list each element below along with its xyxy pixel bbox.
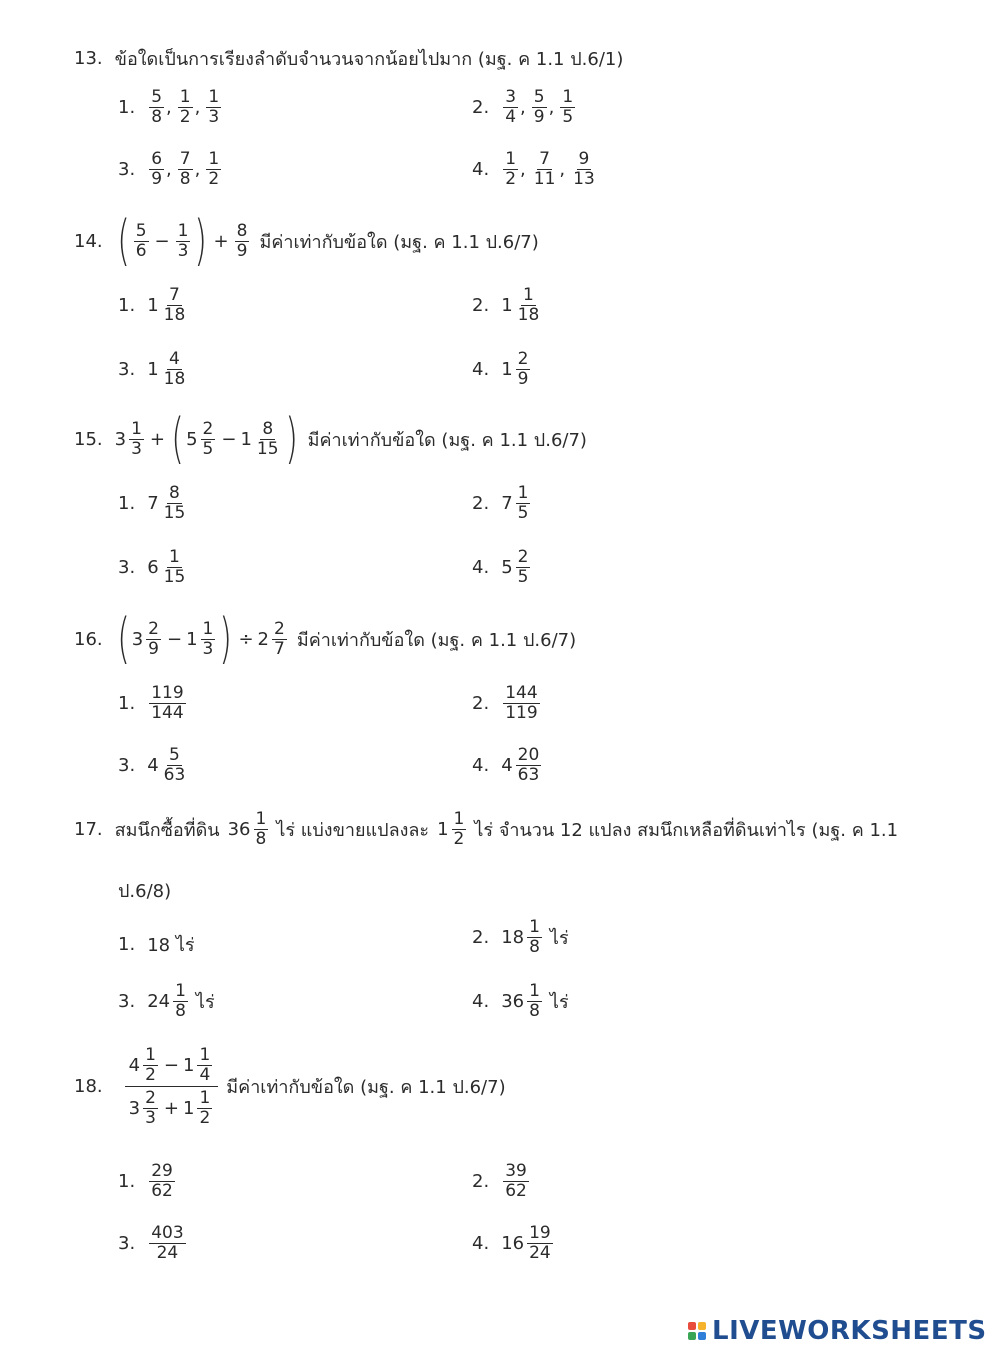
q14-option-4[interactable]: 4. 1 $\frac{2}{9}$ bbox=[472, 349, 529, 389]
q15-option-2[interactable]: 2. 7 $\frac{1}{5}$ bbox=[472, 483, 529, 523]
fraction: $\frac{20}{63}$ bbox=[517, 745, 540, 785]
fraction: $\frac{1}{2}$ bbox=[179, 87, 191, 127]
q14-number: 14. bbox=[74, 230, 103, 252]
liveworksheets-logo bbox=[688, 1316, 987, 1346]
q18-text: มีค่าเท่ากับข้อใด (มฐ. ค 1.1 ป.6/7) bbox=[226, 1077, 506, 1099]
fraction: $\frac{7}{8}$ bbox=[179, 149, 191, 189]
fraction: $\frac{19}{24}$ bbox=[529, 1223, 551, 1263]
fraction: $\frac{1}{3}$ bbox=[177, 220, 189, 261]
fraction: $\frac{8}{9}$ bbox=[236, 220, 248, 261]
fraction: $\frac{1}{8}$ bbox=[529, 917, 540, 957]
fraction: $\frac{1}{2}$ bbox=[208, 149, 220, 189]
fraction: $\frac{403}{24}$ bbox=[151, 1223, 184, 1263]
fraction: $\frac{1}{8}$ bbox=[255, 809, 267, 849]
q15-option-1[interactable]: 1. 7 $\frac{8}{15}$ bbox=[118, 483, 186, 523]
fraction: $\frac{1}{2}$ bbox=[453, 809, 465, 849]
fraction: $\frac{1}{18}$ bbox=[517, 285, 540, 325]
option-label: 2. bbox=[472, 1170, 490, 1192]
q16-option-4[interactable]: 4. 4 $\frac{20}{63}$ bbox=[472, 745, 540, 785]
q17-option-4[interactable]: 4. 36 $\frac{1}{8}$ ไร่ bbox=[472, 981, 569, 1021]
fraction: $\frac{2}{9}$ bbox=[517, 349, 529, 389]
logo-icon bbox=[688, 1322, 706, 1340]
q18-option-3[interactable] bbox=[118, 1224, 188, 1262]
option-label: 3. bbox=[118, 556, 136, 578]
fraction: $\frac{1}{3}$ bbox=[131, 418, 142, 459]
option-label: 4. bbox=[472, 1232, 490, 1254]
fraction: $\frac{2}{9}$ bbox=[148, 618, 159, 659]
q15-stem: 15. 3 $\frac{1}{3}$ + ( 5 $\frac{2}{5}$ − 1 $\frac{8}{15}$ ) มีค่าเท่ากับข้อใด (มฐ. ค 1.1 ป.6/7) bbox=[74, 407, 587, 470]
fraction: $\frac{1}{3}$ bbox=[208, 87, 220, 127]
q17-text-part: สมนึกซื้อที่ดิน bbox=[114, 819, 220, 841]
option-label: 4. bbox=[472, 158, 490, 180]
fraction: $\frac{2}{5}$ bbox=[202, 418, 214, 459]
q17-option-2[interactable]: 2. 18 $\frac{1}{8}$ ไร่ bbox=[472, 917, 569, 957]
fraction: $\frac{1}{5}$ bbox=[562, 87, 574, 127]
option-label: 4. bbox=[472, 990, 490, 1012]
q15-option-3[interactable]: 3. 6 $\frac{1}{15}$ bbox=[118, 547, 186, 587]
option-label: 2. bbox=[472, 926, 490, 948]
fraction: $\frac{1}{3}$ bbox=[202, 618, 214, 659]
option-label: 3. bbox=[118, 1232, 136, 1254]
q13-option-3[interactable]: 3. $\frac{6}{9}$ , $\frac{7}{8}$ , $\frac{1}{2}$ bbox=[118, 149, 220, 189]
option-label: 2. bbox=[472, 96, 490, 118]
option-label: 2. bbox=[472, 294, 490, 316]
q17-text-part: ไร่ จำนวน 12 แปลง สมนึกเหลือที่ดินเท่าไร (มฐ. ค 1.1 bbox=[474, 819, 899, 841]
q17-stem-cont bbox=[118, 876, 171, 905]
fraction: $\frac{1}{5}$ bbox=[517, 483, 529, 523]
option-label: 3. bbox=[118, 358, 136, 380]
q15-number: 15. bbox=[74, 428, 103, 450]
fraction: $\frac{39}{62}$ bbox=[505, 1161, 527, 1201]
unit: ไร่ bbox=[195, 991, 215, 1013]
option-text: 18 ไร่ bbox=[147, 935, 195, 956]
fraction: $\frac{4}{18}$ bbox=[163, 349, 186, 389]
complex-fraction: 4 $\frac{1}{2}$ − 1 $\frac{1}{4}$ 3 $\frac{2}{3}$ + 1 $\frac{1}{2}$ bbox=[125, 1046, 219, 1128]
q16-stem: 16. ( 3 $\frac{2}{9}$ − 1 $\frac{1}{3}$ ) ÷ 2 $\frac{2}{7}$ มีค่าเท่ากับข้อใด (มฐ. ค 1.1 ป.6/7) bbox=[74, 607, 577, 670]
fraction: $\frac{144}{119}$ bbox=[505, 683, 538, 723]
q18-option-2[interactable] bbox=[472, 1162, 531, 1200]
q17-text-part: ป.6/8) bbox=[118, 881, 172, 902]
fraction: $\frac{1}{15}$ bbox=[163, 547, 186, 587]
option-label: 1. bbox=[118, 492, 136, 514]
fraction: $\frac{7}{18}$ bbox=[163, 285, 186, 325]
fraction: $\frac{119}{144}$ bbox=[151, 683, 184, 723]
q13-option-2[interactable]: 2. $\frac{3}{4}$ , $\frac{5}{9}$ , $\frac{1}{5}$ bbox=[472, 87, 574, 127]
q16-number: 16. bbox=[74, 628, 103, 650]
fraction: $\frac{1}{8}$ bbox=[175, 981, 186, 1021]
q18-number: 18. bbox=[74, 1076, 103, 1098]
q13-number: 13. bbox=[74, 48, 103, 69]
fraction: $\frac{29}{62}$ bbox=[151, 1161, 173, 1201]
option-label: 1. bbox=[118, 692, 136, 714]
fraction: $\frac{3}{4}$ bbox=[505, 87, 517, 127]
q15-option-4[interactable]: 4. 5 $\frac{2}{5}$ bbox=[472, 547, 529, 587]
option-label: 2. bbox=[472, 492, 490, 514]
q13-option-1[interactable]: 1. $\frac{5}{8}$ , $\frac{1}{2}$ , $\frac{1}{3}$ bbox=[118, 87, 220, 127]
fraction: $\frac{2}{5}$ bbox=[517, 547, 529, 587]
q18-stem bbox=[74, 1046, 506, 1128]
q16-option-2[interactable] bbox=[472, 684, 542, 722]
option-label: 4. bbox=[472, 358, 490, 380]
q16-option-3[interactable]: 3. 4 $\frac{5}{63}$ bbox=[118, 745, 186, 785]
q14-option-3[interactable]: 3. 1 $\frac{4}{18}$ bbox=[118, 349, 186, 389]
fraction: $\frac{9}{13}$ bbox=[573, 149, 595, 189]
q14-option-1[interactable]: 1. 1 $\frac{7}{18}$ bbox=[118, 285, 186, 325]
q15-text: มีค่าเท่ากับข้อใด (มฐ. ค 1.1 ป.6/7) bbox=[307, 429, 587, 451]
option-label: 4. bbox=[472, 556, 490, 578]
option-label: 1. bbox=[118, 96, 136, 118]
q17-number: 17. bbox=[74, 818, 103, 840]
q18-option-4[interactable]: 4. 16 $\frac{19}{24}$ bbox=[472, 1223, 551, 1263]
fraction: $\frac{6}{9}$ bbox=[151, 149, 163, 189]
fraction: $\frac{5}{8}$ bbox=[151, 87, 163, 127]
q16-option-1[interactable] bbox=[118, 684, 188, 722]
option-label: 3. bbox=[118, 990, 136, 1012]
q17-option-3[interactable]: 3. 24 $\frac{1}{8}$ ไร่ bbox=[118, 981, 215, 1021]
q17-option-1[interactable] bbox=[118, 930, 195, 959]
fraction: $\frac{5}{6}$ bbox=[135, 220, 147, 261]
q13-stem bbox=[74, 44, 623, 73]
q17-text-part: ไร่ แบ่งขายแปลงละ bbox=[276, 819, 430, 841]
fraction: $\frac{1}{8}$ bbox=[529, 981, 540, 1021]
option-label: 4. bbox=[472, 754, 490, 776]
fraction: $\frac{7}{11}$ bbox=[533, 149, 556, 189]
unit: ไร่ bbox=[549, 991, 569, 1013]
option-label: 1. bbox=[118, 294, 136, 316]
fraction: $\frac{5}{9}$ bbox=[533, 87, 545, 127]
q13-option-4[interactable]: 4. $\frac{1}{2}$ , $\frac{7}{11}$ , $\frac{9}{13}$ bbox=[472, 149, 595, 189]
fraction: $\frac{2}{7}$ bbox=[274, 618, 285, 659]
fraction: $\frac{8}{15}$ bbox=[163, 483, 186, 523]
q18-option-1[interactable] bbox=[118, 1162, 177, 1200]
option-label: 3. bbox=[118, 754, 136, 776]
unit: ไร่ bbox=[549, 927, 569, 949]
fraction: $\frac{5}{63}$ bbox=[163, 745, 186, 785]
q14-option-2[interactable]: 2. 1 $\frac{1}{18}$ bbox=[472, 285, 540, 325]
q16-text: มีค่าเท่ากับข้อใด (มฐ. ค 1.1 ป.6/7) bbox=[296, 629, 577, 651]
option-label: 1. bbox=[118, 934, 136, 955]
q17-stem: 17. สมนึกซื้อที่ดิน 36 $\frac{1}{8}$ ไร่ แบ่งขายแปลงละ 1 $\frac{1}{2}$ ไร่ จำนวน 12 แปลง สมนึกเหลือที่ดินเท่าไร (มฐ. ค 1.1 bbox=[74, 809, 899, 849]
q13-text: ข้อใดเป็นการเรียงลำดับจำนวนจากน้อยไปมาก (มฐ. ค 1.1 ป.6/1) bbox=[114, 49, 624, 70]
option-label: 3. bbox=[118, 158, 136, 180]
fraction: $\frac{8}{15}$ bbox=[256, 418, 279, 459]
q14-stem: 14. ( $\frac{5}{6}$ − $\frac{1}{3}$ ) + $\frac{8}{9}$ มีค่าเท่ากับข้อใด (มฐ. ค 1.1 ป.6/7) bbox=[74, 209, 539, 272]
brand-text: LIVEWORKSHEETS bbox=[712, 1316, 987, 1346]
option-label: 1. bbox=[118, 1170, 136, 1192]
q14-text: มีค่าเท่ากับข้อใด (มฐ. ค 1.1 ป.6/7) bbox=[259, 231, 539, 253]
fraction: $\frac{1}{2}$ bbox=[505, 149, 517, 189]
option-label: 2. bbox=[472, 692, 490, 714]
